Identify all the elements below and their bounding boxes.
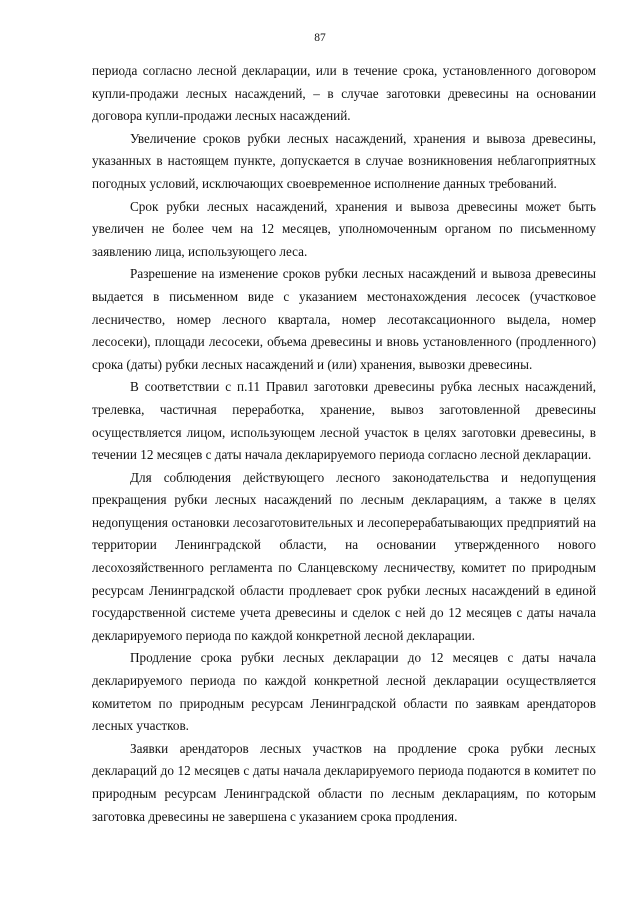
- paragraph-6: Для соблюдения действующего лесного законодательства и недопущения прекращения рубки лесных насаждений по лесным декларациям, а также в целях недопущения остановки лесозаготовительных и лесоперерабатывающих предприятий на территории Ленинградской области, на основании утвержденного нового лесохозяйственного регламента по Сланцевскому лесничеству, комитет по природным ресурсам Ленинградской области продлевает срок рубки лесных насаждений в единой государственной системе учета древесины и сделок с ней до 12 месяцев с даты начала декларируемого периода по каждой конкретной лесной декларации.: [92, 469, 596, 643]
- document-body: [92, 60, 596, 828]
- paragraph-5: В соответствии с п.11 Правил заготовки древесины рубка лесных насаждений, трелевка, частичная переработка, хранение, вывоз заготовленной древесины осуществляется лицом, использующем лесной участок в целях заготовки древесины, в течении 12 месяцев с даты начала декларируемого периода согласно лесной декларации.: [92, 379, 596, 463]
- paragraph-7: Продление срока рубки лесных декларации до 12 месяцев с даты начала декларируемого периода по каждой конкретной лесной декларации осуществляется комитетом по природным ресурсам Ленинградской области по заявкам арендаторов лесных участков.: [92, 650, 596, 734]
- paragraph-8: Заявки арендаторов лесных участков на продление срока рубки лесных деклараций до 12 месяцев с даты начала декларируемого периода подаются в комитет по природным ресурсам Ленинградской области по лесным декларациям, по которым заготовка древесины не завершена с указанием срока продления.: [92, 740, 596, 824]
- paragraph-2: Увеличение сроков рубки лесных насаждений, хранения и вывоза древесины, указанных в настоящем пункте, допускается в случае возникновения неблагоприятных погодных условий, исключающих своевременное исполнение данных требований.: [92, 130, 596, 191]
- page-number: 87: [314, 32, 326, 44]
- paragraph-3: Срок рубки лесных насаждений, хранения и вывоза древесины может быть увеличен не более чем на 12 месяцев, уполномоченным органом по письменному заявлению лица, использующего леса.: [92, 198, 596, 259]
- paragraph-1: периода согласно лесной декларации, или в течение срока, установленного договором купли-продажи лесных насаждений, – в случае заготовки древесины на основании договора купли-продажи лесных насаждений.: [92, 63, 596, 124]
- paragraph-4: Разрешение на изменение сроков рубки лесных насаждений и вывоза древесины выдается в письменном виде с указанием местонахождения лесосек (участковое лесничество, номер лесного квартала, номер лесотаксационного выдела, номер лесосеки), площади лесосеки, объема древесины и вновь установленного (продленного) срока (даты) рубки лесных насаждений и (или) хранения, вывозки древесины.: [92, 266, 596, 372]
